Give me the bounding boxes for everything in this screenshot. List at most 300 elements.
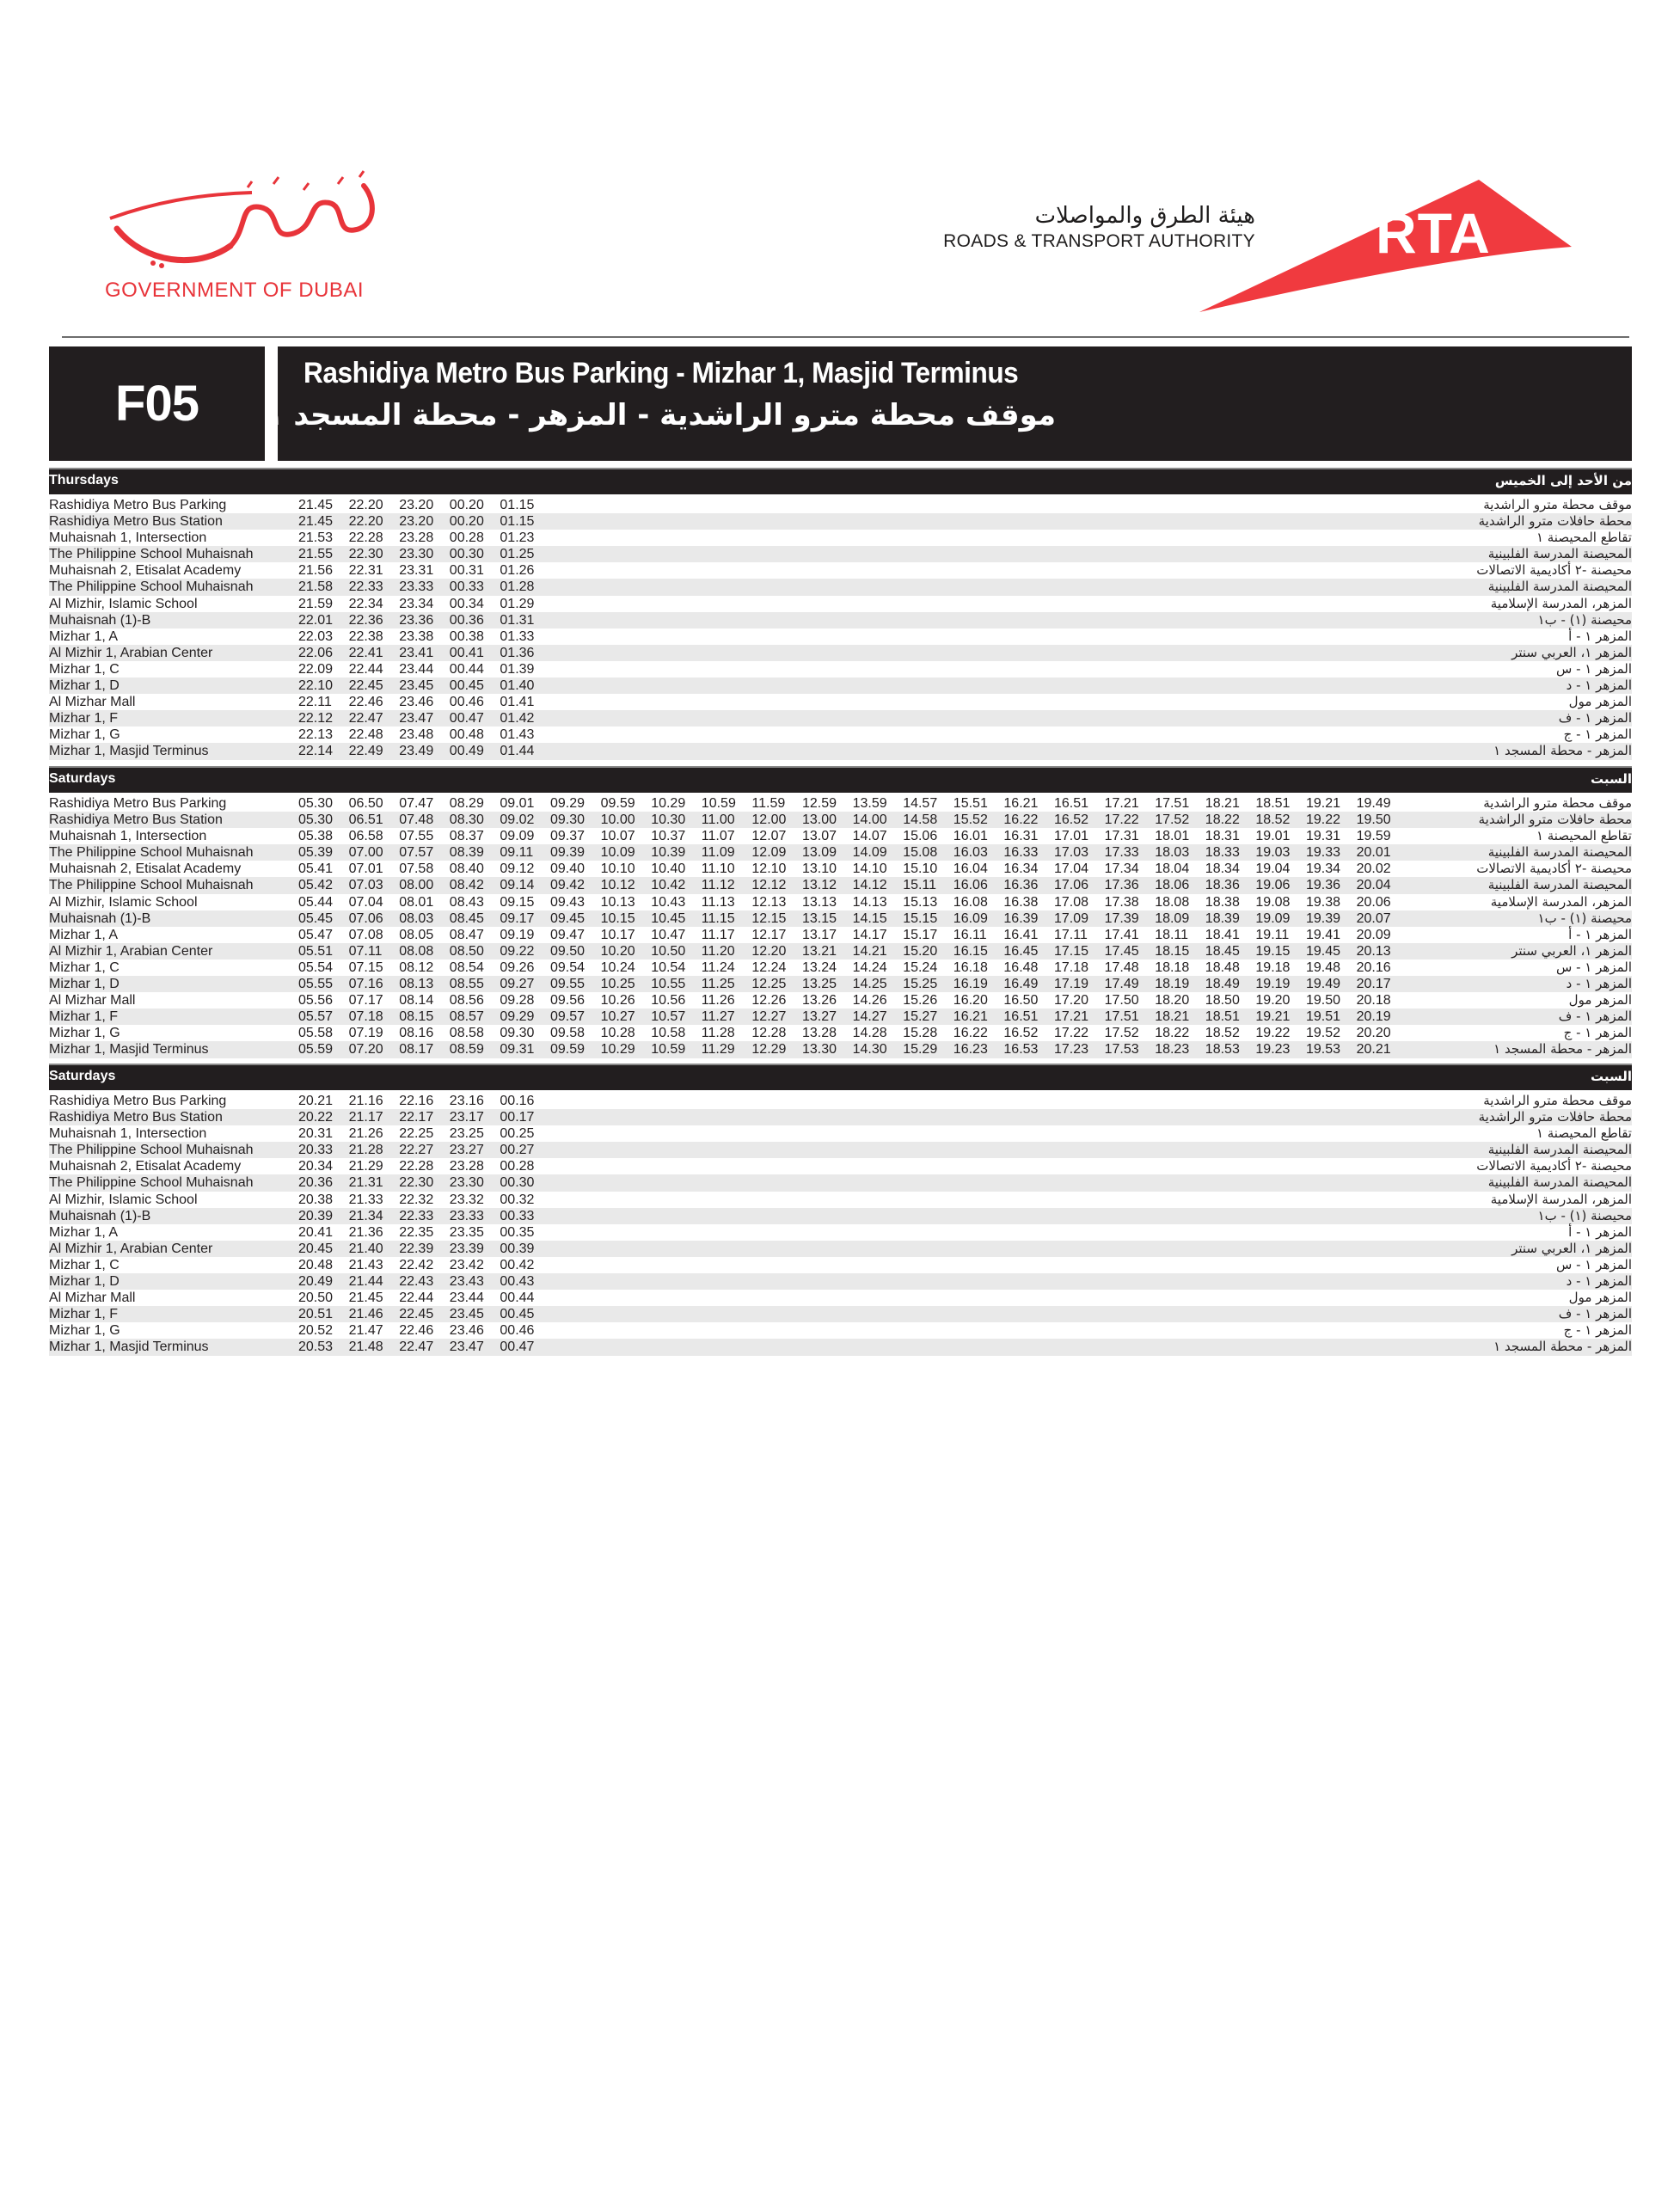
departure-time: 21.45: [348, 1291, 383, 1306]
departure-time: 22.33: [348, 579, 383, 595]
departure-time: 19.36: [1306, 878, 1341, 893]
departure-time: 17.39: [1104, 910, 1139, 926]
departure-time: 10.17: [600, 927, 635, 942]
departure-time: 09.26: [500, 959, 535, 975]
stop-name-english: Mizhar 1, F: [49, 1307, 119, 1322]
departure-time: 19.52: [1306, 1026, 1341, 1041]
departure-time: 17.53: [1104, 1042, 1139, 1058]
departure-time: 18.21: [1155, 1009, 1190, 1025]
stop-name-arabic: المحيصنة المدرسة الفلبينية: [1487, 1142, 1632, 1158]
stop-name-arabic: المزهر - محطة المسجد ١: [1493, 1339, 1632, 1355]
departure-time: 14.13: [852, 894, 887, 910]
table-row: [49, 1322, 1632, 1339]
departure-time: 15.25: [903, 977, 938, 992]
departure-time: 13.59: [852, 796, 887, 811]
departure-time: 22.47: [348, 711, 383, 727]
departure-time: 10.13: [600, 894, 635, 910]
departure-time: 09.11: [500, 845, 534, 861]
departure-time: 22.11: [298, 695, 332, 710]
departure-time: 19.45: [1306, 943, 1341, 959]
departure-time: 23.42: [449, 1257, 484, 1272]
departure-time: 23.47: [449, 1340, 484, 1355]
departure-time: 08.15: [399, 1009, 434, 1025]
departure-time: 07.00: [348, 845, 383, 861]
departure-time: 16.49: [1003, 977, 1039, 992]
stop-name-english: Mizhar 1, D: [49, 678, 120, 694]
departure-time: 17.34: [1104, 861, 1139, 877]
stop-name-english: The Philippine School Muhaisnah: [49, 1175, 254, 1191]
departure-time: 01.40: [500, 678, 535, 694]
stop-name-english: Mizhar 1, G: [49, 1323, 120, 1339]
departure-time: 09.15: [500, 894, 535, 910]
departure-time: 15.27: [903, 1009, 938, 1025]
departure-time: 00.28: [449, 530, 484, 546]
departure-time: 10.59: [701, 796, 736, 811]
departure-time: 01.31: [500, 612, 535, 628]
departure-time: 23.38: [399, 628, 434, 644]
departure-time: 17.36: [1104, 878, 1139, 893]
departure-time: 20.48: [298, 1257, 334, 1272]
departure-time: 18.41: [1205, 927, 1240, 942]
stop-name-arabic: المزهر مول: [1568, 1290, 1632, 1306]
departure-time: 13.28: [802, 1026, 837, 1041]
departure-time: 13.07: [802, 829, 837, 844]
departure-time: 08.39: [449, 845, 484, 861]
stop-name-arabic: موقف محطة مترو الراشدية: [1483, 497, 1632, 512]
stop-name-english: Mizhar 1, Masjid Terminus: [49, 1340, 209, 1355]
departure-time: 18.22: [1155, 1026, 1190, 1041]
stop-name-english: Muhaisnah 2, Etisalat Academy: [49, 563, 242, 579]
stop-name-english: Rashidiya Metro Bus Station: [49, 1110, 223, 1125]
departure-time: 23.44: [399, 661, 434, 677]
departure-time: 17.18: [1054, 959, 1089, 975]
departure-time: 16.15: [953, 943, 988, 959]
departure-time: 23.45: [449, 1307, 484, 1322]
departure-time: 19.38: [1306, 894, 1341, 910]
departure-time: 20.52: [298, 1323, 334, 1339]
departure-time: 10.50: [651, 943, 686, 959]
departure-time: 00.44: [449, 661, 484, 677]
departure-time: 00.46: [449, 695, 484, 710]
departure-time: 09.56: [550, 993, 586, 1009]
departure-time: 22.46: [348, 695, 383, 710]
departure-time: 21.33: [348, 1192, 383, 1207]
table-row: [49, 1009, 1632, 1025]
stop-name-arabic: المزهر ١ - أ: [1568, 628, 1632, 644]
departure-time: 16.22: [1003, 812, 1039, 828]
departure-time: 13.09: [802, 845, 837, 861]
departure-time: 00.35: [500, 1224, 535, 1240]
departure-time: 08.01: [399, 894, 434, 910]
departure-time: 18.06: [1155, 878, 1190, 893]
departure-time: 19.49: [1356, 796, 1391, 811]
departure-time: 11.27: [701, 1009, 735, 1025]
departure-time: 21.45: [298, 498, 334, 512]
table-row: [49, 1174, 1632, 1191]
departure-time: 15.26: [903, 993, 938, 1009]
stop-name-english: Mizhar 1, D: [49, 1274, 120, 1290]
departure-time: 12.27: [751, 1009, 787, 1025]
departure-time: 13.00: [802, 812, 837, 828]
timetable-rows: [49, 497, 1632, 760]
departure-time: 20.49: [298, 1274, 334, 1290]
departure-time: 23.20: [399, 514, 434, 530]
section-label-english: Thursdays: [49, 473, 119, 487]
departure-time: 01.28: [500, 579, 535, 595]
departure-time: 17.09: [1054, 910, 1089, 926]
departure-time: 07.04: [348, 894, 383, 910]
departure-time: 16.19: [953, 977, 988, 992]
departure-time: 15.24: [903, 959, 938, 975]
table-row: [49, 812, 1632, 828]
departure-time: 17.04: [1054, 861, 1089, 877]
departure-time: 00.33: [500, 1208, 535, 1223]
section-label-english: Saturdays: [49, 1069, 116, 1083]
departure-time: 22.28: [348, 530, 383, 546]
departure-time: 09.28: [500, 993, 535, 1009]
departure-time: 00.30: [449, 547, 484, 562]
departure-time: 09.02: [500, 812, 535, 828]
stop-name-english: Al Mizhar Mall: [49, 1291, 136, 1306]
section-label-arabic: السبت: [1590, 771, 1632, 787]
stop-name-arabic: المزهر ١ - أ: [1568, 926, 1632, 942]
departure-time: 17.51: [1155, 796, 1190, 811]
departure-time: 15.13: [903, 894, 938, 910]
departure-time: 08.30: [449, 812, 484, 828]
departure-time: 14.09: [852, 845, 887, 861]
departure-time: 19.39: [1306, 910, 1341, 926]
departure-time: 05.51: [298, 943, 334, 959]
stop-name-english: Al Mizhar Mall: [49, 695, 136, 710]
stop-name-english: Mizhar 1, D: [49, 977, 120, 992]
departure-time: 11.09: [701, 845, 735, 861]
departure-time: 09.29: [550, 796, 586, 811]
table-row: [49, 1093, 1632, 1109]
table-row: [49, 959, 1632, 976]
departure-time: 07.19: [348, 1026, 383, 1041]
departure-time: 05.58: [298, 1026, 334, 1041]
departure-time: 18.52: [1255, 812, 1291, 828]
departure-time: 07.01: [348, 861, 383, 877]
departure-time: 22.43: [399, 1274, 434, 1290]
stop-name-english: Mizhar 1, G: [49, 727, 120, 743]
header-rule: [62, 336, 1629, 338]
departure-time: 08.59: [449, 1042, 484, 1058]
departure-time: 10.56: [651, 993, 686, 1009]
departure-time: 09.39: [550, 845, 586, 861]
departure-time: 18.18: [1155, 959, 1190, 975]
stop-name-english: Rashidiya Metro Bus Station: [49, 514, 223, 530]
departure-time: 20.38: [298, 1192, 334, 1207]
departure-time: 19.08: [1255, 894, 1291, 910]
departure-time: 19.04: [1255, 861, 1291, 877]
departure-time: 14.57: [903, 796, 938, 811]
departure-time: 10.26: [600, 993, 635, 1009]
table-row: [49, 645, 1632, 661]
departure-time: 09.01: [500, 796, 535, 811]
departure-time: 09.50: [550, 943, 586, 959]
departure-time: 23.39: [449, 1241, 484, 1256]
departure-time: 10.47: [651, 927, 686, 942]
departure-time: 10.29: [651, 796, 686, 811]
departure-time: 12.15: [751, 910, 787, 926]
departure-time: 20.41: [298, 1224, 334, 1240]
section-header-bar: [49, 469, 1632, 494]
table-row: [49, 1290, 1632, 1306]
departure-time: 11.10: [701, 861, 735, 877]
departure-time: 18.31: [1205, 829, 1240, 844]
departure-time: 14.26: [852, 993, 887, 1009]
stop-name-english: Al Mizhir, Islamic School: [49, 894, 198, 910]
departure-time: 22.03: [298, 628, 334, 644]
departure-time: 10.07: [600, 829, 635, 844]
departure-time: 17.23: [1054, 1042, 1089, 1058]
departure-time: 05.41: [298, 861, 334, 877]
stop-name-arabic: المزهر ١ - ف: [1558, 1306, 1632, 1322]
departure-time: 22.49: [348, 744, 383, 759]
table-row: [49, 877, 1632, 893]
departure-time: 16.04: [953, 861, 988, 877]
stop-name-english: Muhaisnah (1)-B: [49, 910, 151, 926]
table-row: [49, 562, 1632, 579]
departure-time: 08.43: [449, 894, 484, 910]
stop-name-english: Mizhar 1, F: [49, 1009, 119, 1025]
stop-name-english: Rashidiya Metro Bus Station: [49, 812, 223, 828]
departure-time: 21.40: [348, 1241, 383, 1256]
departure-time: 18.01: [1155, 829, 1190, 844]
departure-time: 00.43: [500, 1274, 535, 1290]
departure-time: 18.39: [1205, 910, 1240, 926]
departure-time: 23.20: [399, 498, 434, 512]
departure-time: 08.42: [449, 878, 484, 893]
departure-time: 17.52: [1104, 1026, 1139, 1041]
timetable-rows: [49, 1093, 1632, 1356]
departure-time: 11.59: [751, 796, 786, 811]
departure-time: 21.48: [348, 1340, 383, 1355]
table-row: [49, 976, 1632, 992]
departure-time: 08.47: [449, 927, 484, 942]
departure-time: 16.31: [1003, 829, 1039, 844]
route-title-english: Rashidiya Metro Bus Parking - Mizhar 1, Masjid Terminus: [304, 357, 1019, 389]
departure-time: 22.44: [399, 1291, 434, 1306]
departure-time: 00.33: [449, 579, 484, 595]
departure-time: 22.14: [298, 744, 334, 759]
table-row: [49, 1273, 1632, 1290]
departure-time: 22.45: [348, 678, 383, 694]
table-row: [49, 546, 1632, 562]
departure-time: 18.03: [1155, 845, 1190, 861]
departure-time: 08.37: [449, 829, 484, 844]
departure-time: 12.09: [751, 845, 787, 861]
rta-arabic-name: هيئة الطرق والمواصلات: [1034, 203, 1255, 229]
departure-time: 23.36: [399, 612, 434, 628]
departure-time: 00.48: [449, 727, 484, 743]
departure-time: 23.43: [449, 1274, 484, 1290]
departure-time: 05.30: [298, 796, 334, 811]
departure-time: 00.42: [500, 1257, 535, 1272]
departure-time: 01.33: [500, 628, 535, 644]
stop-name-english: The Philippine School Muhaisnah: [49, 878, 254, 893]
departure-time: 00.49: [449, 744, 484, 759]
departure-time: 20.06: [1356, 894, 1391, 910]
departure-time: 14.58: [903, 812, 938, 828]
departure-time: 11.17: [701, 927, 735, 942]
departure-time: 10.24: [600, 959, 635, 975]
stop-name-arabic: محيصنة -٢ أكاديمية الاتصالات: [1476, 562, 1632, 579]
departure-time: 13.26: [802, 993, 837, 1009]
departure-time: 21.16: [348, 1094, 383, 1108]
departure-time: 00.45: [500, 1307, 535, 1322]
departure-time: 16.45: [1003, 943, 1039, 959]
departure-time: 23.16: [449, 1094, 484, 1108]
departure-time: 20.39: [298, 1208, 334, 1223]
table-row: [49, 661, 1632, 677]
departure-time: 10.12: [600, 878, 635, 893]
stop-name-arabic: المزهر - محطة المسجد ١: [1493, 743, 1632, 759]
departure-time: 18.22: [1205, 812, 1240, 828]
departure-time: 12.17: [751, 927, 787, 942]
departure-time: 11.15: [701, 910, 735, 926]
stop-name-arabic: تقاطع المحيصنة ١: [1536, 828, 1632, 844]
departure-time: 23.34: [399, 596, 434, 611]
departure-time: 12.28: [751, 1026, 787, 1041]
departure-time: 00.34: [449, 596, 484, 611]
departure-time: 06.58: [348, 829, 383, 844]
departure-time: 22.42: [399, 1257, 434, 1272]
departure-time: 08.40: [449, 861, 484, 877]
departure-time: 10.58: [651, 1026, 686, 1041]
departure-time: 18.33: [1205, 845, 1240, 861]
departure-time: 08.14: [399, 993, 434, 1009]
departure-time: 16.53: [1003, 1042, 1039, 1058]
section-header-bar: [49, 1065, 1632, 1090]
stop-name-english: Rashidiya Metro Bus Parking: [49, 498, 227, 512]
departure-time: 10.15: [600, 910, 635, 926]
departure-time: 20.18: [1356, 993, 1391, 1009]
route-title-arabic: موقف محطة مترو الراشدية - المزهر - محطة المسجد ١: [265, 398, 1056, 432]
departure-time: 13.30: [802, 1042, 837, 1058]
departure-time: 23.33: [399, 579, 434, 595]
departure-time: 20.20: [1356, 1026, 1391, 1041]
departure-time: 23.32: [449, 1192, 484, 1207]
departure-time: 21.29: [348, 1159, 383, 1174]
departure-time: 20.21: [1356, 1042, 1391, 1058]
departure-time: 18.11: [1155, 927, 1189, 942]
departure-time: 22.30: [348, 547, 383, 562]
departure-time: 08.13: [399, 977, 434, 992]
departure-time: 09.57: [550, 1009, 586, 1025]
stop-name-english: Mizhar 1, Masjid Terminus: [49, 1042, 209, 1058]
departure-time: 19.50: [1306, 993, 1341, 1009]
departure-time: 09.59: [600, 796, 635, 811]
departure-time: 22.17: [399, 1110, 434, 1125]
stop-name-arabic: محيصنة (١) - ب١: [1537, 910, 1632, 926]
departure-time: 09.30: [550, 812, 586, 828]
stop-name-english: Mizhar 1, A: [49, 628, 119, 644]
stop-name-arabic: المحيصنة المدرسة الفلبينية: [1487, 877, 1632, 893]
departure-time: 17.19: [1054, 977, 1089, 992]
departure-time: 23.25: [449, 1126, 484, 1142]
departure-time: 22.20: [348, 514, 383, 530]
departure-time: 09.14: [500, 878, 535, 893]
departure-time: 11.25: [701, 977, 735, 992]
departure-time: 22.47: [399, 1340, 434, 1355]
departure-time: 23.49: [399, 744, 434, 759]
departure-time: 07.48: [399, 812, 434, 828]
departure-time: 10.25: [600, 977, 635, 992]
departure-time: 16.36: [1003, 878, 1039, 893]
table-row: [49, 1257, 1632, 1273]
departure-time: 16.06: [953, 878, 988, 893]
stop-name-english: Mizhar 1, A: [49, 927, 119, 942]
departure-time: 07.03: [348, 878, 383, 893]
departure-time: 00.27: [500, 1143, 535, 1158]
stop-name-arabic: المزهر ١ - د: [1566, 677, 1632, 694]
stop-name-arabic: المحيصنة المدرسة الفلبينية: [1487, 1174, 1632, 1191]
departure-time: 07.18: [348, 1009, 383, 1025]
departure-time: 18.49: [1205, 977, 1240, 992]
table-row: [49, 513, 1632, 530]
stop-name-english: Mizhar 1, A: [49, 1224, 119, 1240]
departure-time: 19.50: [1356, 812, 1391, 828]
departure-time: 00.31: [449, 563, 484, 579]
departure-time: 11.20: [701, 943, 735, 959]
departure-time: 17.22: [1104, 812, 1139, 828]
departure-time: 12.00: [751, 812, 787, 828]
section-label-arabic: السبت: [1590, 1069, 1632, 1084]
departure-time: 20.36: [298, 1175, 334, 1191]
departure-time: 18.52: [1205, 1026, 1240, 1041]
departure-time: 22.25: [399, 1126, 434, 1142]
departure-time: 14.30: [852, 1042, 887, 1058]
route-number: F05: [115, 376, 199, 432]
departure-time: 18.04: [1155, 861, 1190, 877]
departure-time: 22.31: [348, 563, 383, 579]
departure-time: 17.21: [1054, 1009, 1089, 1025]
departure-time: 19.09: [1255, 910, 1291, 926]
departure-time: 10.20: [600, 943, 635, 959]
table-row: [49, 1041, 1632, 1058]
departure-time: 05.47: [298, 927, 334, 942]
departure-time: 18.20: [1155, 993, 1190, 1009]
departure-time: 16.03: [953, 845, 988, 861]
departure-time: 05.44: [298, 894, 334, 910]
departure-time: 14.25: [852, 977, 887, 992]
departure-time: 21.31: [348, 1175, 383, 1191]
departure-time: 19.41: [1306, 927, 1341, 942]
departure-time: 18.09: [1155, 910, 1190, 926]
departure-time: 00.38: [449, 628, 484, 644]
departure-time: 00.47: [449, 711, 484, 727]
departure-time: 13.12: [802, 878, 837, 893]
departure-time: 01.39: [500, 661, 535, 677]
departure-time: 01.26: [500, 563, 535, 579]
table-row: [49, 1109, 1632, 1125]
table-row: [49, 1224, 1632, 1241]
departure-time: 22.10: [298, 678, 334, 694]
departure-time: 18.45: [1205, 943, 1240, 959]
table-row: [49, 628, 1632, 645]
table-row: [49, 861, 1632, 877]
departure-time: 00.16: [500, 1094, 535, 1108]
departure-time: 16.18: [953, 959, 988, 975]
stop-name-english: Muhaisnah 2, Etisalat Academy: [49, 1159, 242, 1174]
departure-time: 07.55: [399, 829, 434, 844]
stop-name-arabic: المزهر ١، العربي سنتر: [1511, 942, 1632, 959]
departure-time: 23.31: [399, 563, 434, 579]
departure-time: 09.30: [500, 1026, 535, 1041]
departure-time: 08.50: [449, 943, 484, 959]
